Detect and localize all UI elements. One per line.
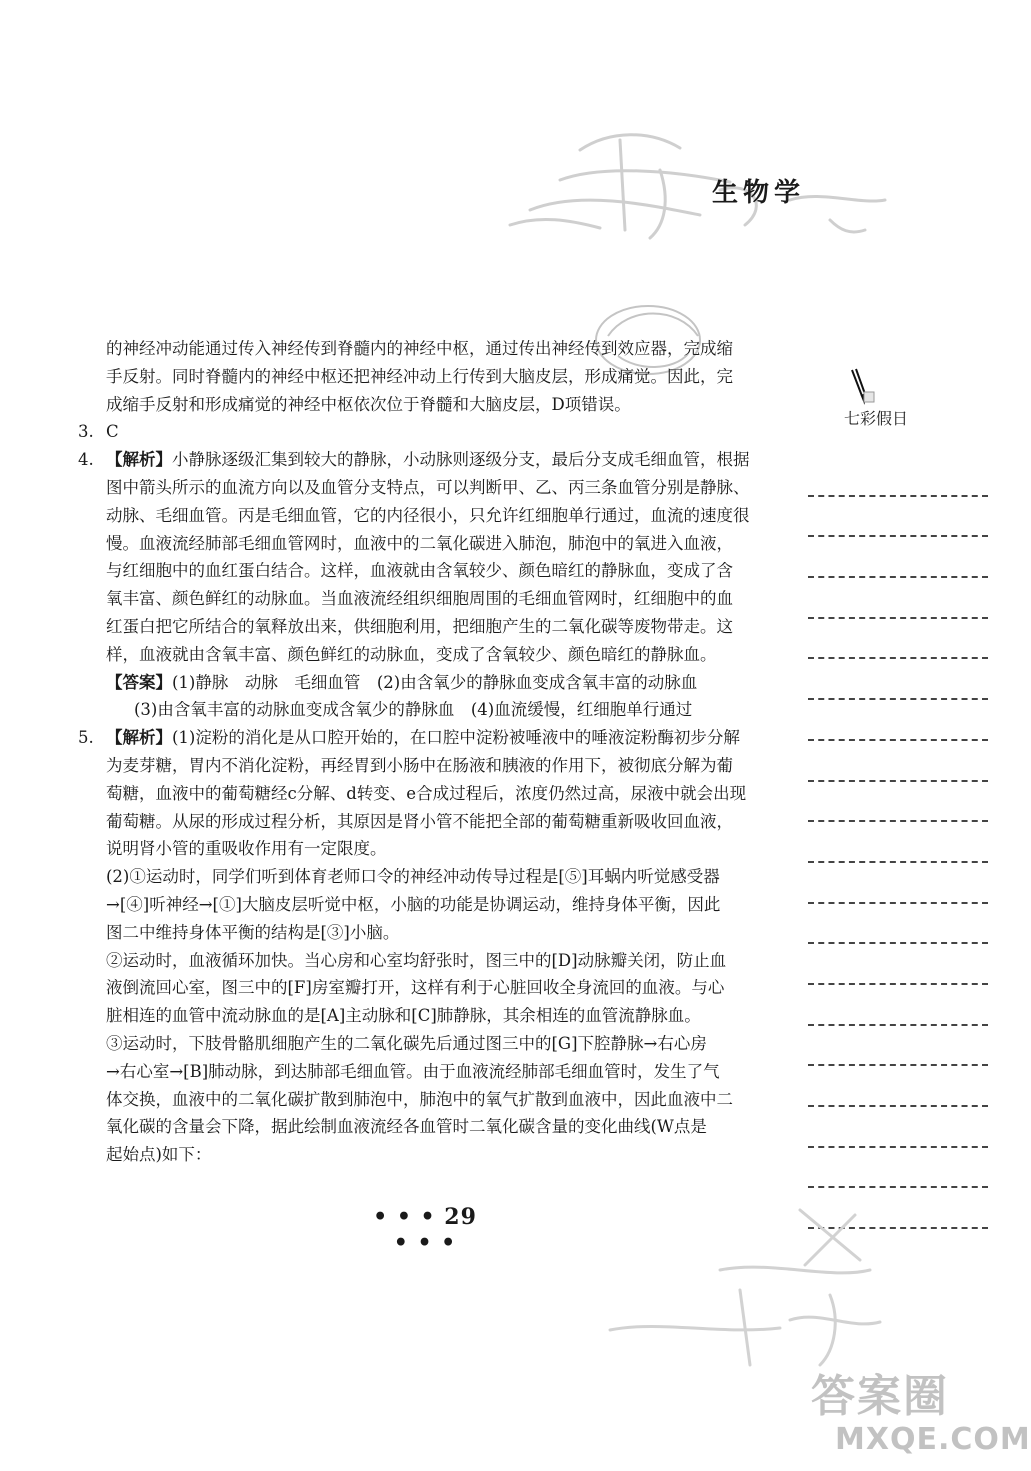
- text-line: 为麦芽糖，胃内不消化淀粉，再经胃到小肠中在肠液和胰液的作用下，被彻底分解为葡: [106, 755, 733, 775]
- header-decoration: [500, 110, 890, 260]
- text-line: 萄糖，血液中的葡萄糖经c分解、d转变、e合成过程后，浓度仍然过高，尿液中就会出现: [106, 783, 747, 803]
- question-number: 3.: [78, 422, 94, 442]
- text-line: 氧化碳的含量会下降，据此绘制血液流经各血管时二氧化碳含量的变化曲线(W点是: [106, 1117, 707, 1137]
- text-line: 红蛋白把它所结合的氧释放出来，供细胞利用，把细胞产生的二氧化碳等废物带走。这: [106, 616, 733, 636]
- note-lines: [808, 456, 988, 1229]
- note-line: [808, 537, 988, 578]
- question-5: [78, 724, 762, 1169]
- analysis-tag: 【解析】: [106, 728, 172, 748]
- text-line: ②运动时，血液循环加快。当心房和心室均舒张时，图三中的[D]动脉瓣关闭，防止血: [106, 950, 727, 970]
- text-line: 起始点)如下：: [106, 1145, 212, 1165]
- page-number: • • • 29 • • •: [373, 1204, 477, 1256]
- text-line: 样，血液就由含氧丰富、颜色鲜红的动脉血，变成了含氧较少、颜色暗红的静脉血。: [106, 644, 717, 664]
- text-line: →[④]听神经→[①]大脑皮层听觉中枢，小脑的功能是协调运动，维持身体平衡，因此: [106, 894, 721, 914]
- note-line: [808, 1107, 988, 1148]
- note-line: [808, 619, 988, 660]
- note-line: [808, 497, 988, 538]
- text-line: 动脉、毛细血管。丙是毛细血管，它的内径很小，只允许红细胞单行通过，血流的速度很: [106, 505, 750, 525]
- note-line: [808, 456, 988, 497]
- question-4: [78, 446, 762, 724]
- answer-tag: 【答案】: [106, 672, 172, 692]
- text-line: ③运动时，下肢骨骼肌细胞产生的二氧化碳先后通过图三中的[G]下腔静脉→右心房: [106, 1033, 707, 1053]
- text-line: 成缩手反射和形成痛觉的神经中枢依次位于脊髓和大脑皮层，D项错误。: [106, 394, 631, 414]
- note-line: [808, 1066, 988, 1107]
- text-line: →右心室→[B]肺动脉，到达肺部毛细血管。由于血液流经肺部毛细血管时，发生了气: [106, 1061, 720, 1081]
- note-line: [808, 700, 988, 741]
- watermark-title: 答案圈: [811, 1371, 949, 1422]
- subject-title: 生物学: [712, 178, 806, 208]
- note-line: [808, 578, 988, 619]
- text-line: 手反射。同时脊髓内的神经中枢还把神经冲动上行传到大脑皮层，形成痛觉。因此，完: [106, 366, 733, 386]
- text-line: (3)由含氧丰富的动脉血变成含氧少的静脉血 (4)血流缓慢，红细胞单行通过: [134, 700, 693, 720]
- answer-content: [78, 335, 762, 1169]
- sidebar-brand: [844, 366, 964, 429]
- note-line: [808, 904, 988, 945]
- note-line: [808, 944, 988, 985]
- brand-label: 七彩假日: [844, 409, 909, 428]
- text-line: (1)淀粉的消化是从口腔开始的，在口腔中淀粉被唾液中的唾液淀粉酶初步分解: [172, 728, 740, 748]
- text-line: 的神经冲动能通过传入神经传到脊髓内的神经中枢，通过传出神经传到效应器，完成缩: [106, 339, 733, 358]
- text-line: 图中箭头所示的血流方向以及血管分支特点，可以判断甲、乙、丙三条血管分别是静脉、: [106, 477, 750, 497]
- text-line: (2)①运动时，同学们听到体育老师口令的神经冲动传导过程是[⑤]耳蜗内听觉感受器: [106, 867, 720, 887]
- question-3: [78, 418, 762, 446]
- footer-decoration: [600, 1200, 890, 1380]
- text-line: 脏相连的血管中流动脉血的是[A]主动脉和[C]肺静脉，其余相连的血管流静脉血。: [106, 1006, 701, 1026]
- text-line: 葡萄糖。从尿的形成过程分析，其原因是肾小管不能把全部的葡萄糖重新吸收回血液，: [106, 811, 733, 831]
- answer-text: C: [106, 422, 119, 442]
- text-line: 图二中维持身体平衡的结构是[③]小脑。: [106, 922, 400, 942]
- text-line: 液倒流回心室，图三中的[F]房室瓣打开，这样有利于心脏回收全身流回的血液。与心: [106, 978, 725, 998]
- note-line: [808, 741, 988, 782]
- note-line: [808, 659, 988, 700]
- analysis-tag: 【解析】: [106, 450, 172, 470]
- watermark: [805, 1356, 1031, 1471]
- note-line: [808, 1148, 988, 1189]
- watermark-url: MXQE.COM: [835, 1422, 1031, 1457]
- note-line: [808, 1026, 988, 1067]
- text-line: 小静脉逐级汇集到较大的静脉，小动脉则逐级分支，最后分支成毛细血管，根据: [172, 450, 750, 470]
- note-line: [808, 863, 988, 904]
- text-line: (1)静脉 动脉 毛细血管 (2)由含氧少的静脉血变成含氧丰富的动脉血: [172, 672, 698, 692]
- text-line: 与红细胞中的血红蛋白结合。这样，血液就由含氧较少、颜色暗红的静脉血，变成了含: [106, 561, 733, 581]
- question-number: 4.: [78, 450, 94, 470]
- question-number: 5.: [78, 728, 94, 748]
- text-line: 氧丰富、颜色鲜红的动脉血。当血液流经组织细胞周围的毛细血管网时，红细胞中的血: [106, 589, 733, 609]
- text-line: 慢。血液流经肺部毛细血管网时，血液中的二氧化碳进入肺泡，肺泡中的氧进入血液，: [106, 533, 733, 553]
- text-line: 体交换，血液中的二氧化碳扩散到肺泡中，肺泡中的氧气扩散到血液中，因此血液中二: [106, 1089, 733, 1109]
- pen-icon: [846, 366, 876, 408]
- note-line: [808, 822, 988, 863]
- text-line: 说明肾小管的重吸收作用有一定限度。: [106, 839, 387, 859]
- note-line: [808, 782, 988, 823]
- note-line: [808, 985, 988, 1026]
